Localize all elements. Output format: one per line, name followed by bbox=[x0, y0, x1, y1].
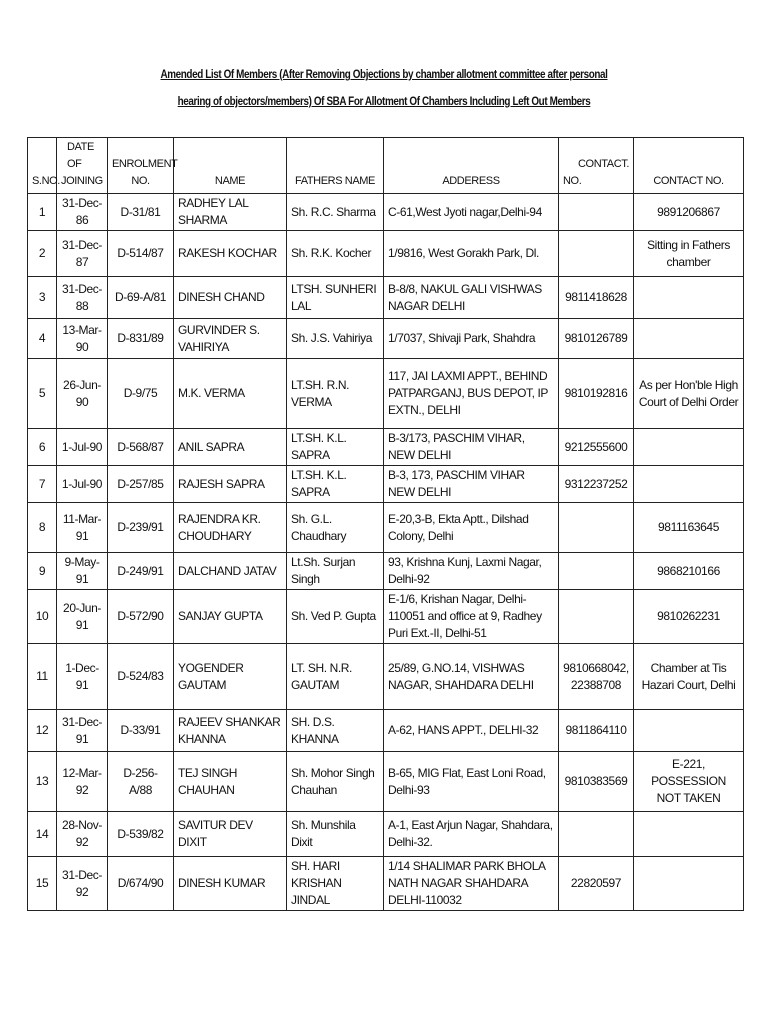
cell-sno: 10 bbox=[28, 590, 57, 644]
cell-enrolment-no: D-257/85 bbox=[108, 466, 174, 503]
cell-contact-no: 9212555600 bbox=[559, 429, 634, 466]
cell-enrolment-no: D-33/91 bbox=[108, 710, 174, 752]
cell-contact-no-2: 9868210166 bbox=[634, 553, 744, 590]
cell-address: B-8/8, NAKUL GALI VISHWAS NAGAR DELHI bbox=[384, 277, 559, 319]
cell-name: TEJ SINGH CHAUHAN bbox=[174, 752, 287, 812]
cell-sno: 2 bbox=[28, 231, 57, 277]
table-row bbox=[28, 857, 744, 911]
cell-address: 1/7037, Shivaji Park, Shahdra bbox=[384, 319, 559, 359]
cell-contact-no bbox=[559, 590, 634, 644]
table-row bbox=[28, 710, 744, 752]
cell-enrolment-no: D-514/87 bbox=[108, 231, 174, 277]
cell-date-of-joining: 1-Dec-91 bbox=[57, 644, 108, 710]
cell-enrolment-no: D-239/91 bbox=[108, 503, 174, 553]
cell-name: GURVINDER S. VAHIRIYA bbox=[174, 319, 287, 359]
header-enrolment-no: ENROLMENT NO. bbox=[108, 138, 174, 194]
table-row bbox=[28, 277, 744, 319]
cell-date-of-joining: 13-Mar-90 bbox=[57, 319, 108, 359]
cell-fathers-name: Sh. Munshila Dixit bbox=[287, 812, 384, 857]
cell-sno: 12 bbox=[28, 710, 57, 752]
cell-date-of-joining: 12-Mar-92 bbox=[57, 752, 108, 812]
cell-contact-no bbox=[559, 194, 634, 231]
cell-name: DINESH KUMAR bbox=[174, 857, 287, 911]
header-row bbox=[28, 138, 744, 194]
cell-sno: 3 bbox=[28, 277, 57, 319]
cell-fathers-name: LT.SH. K.L. SAPRA bbox=[287, 429, 384, 466]
cell-address: E-1/6, Krishan Nagar, Delhi-110051 and office at 9, Radhey Puri Ext.-II, Delhi-51 bbox=[384, 590, 559, 644]
cell-address: 25/89, G.NO.14, VISHWAS NAGAR, SHAHDARA DELHI bbox=[384, 644, 559, 710]
cell-sno: 4 bbox=[28, 319, 57, 359]
cell-name: RAJENDRA KR. CHOUDHARY bbox=[174, 503, 287, 553]
cell-contact-no-2 bbox=[634, 429, 744, 466]
cell-fathers-name: LT.SH. R.N. VERMA bbox=[287, 359, 384, 429]
cell-enrolment-no: D-539/82 bbox=[108, 812, 174, 857]
cell-sno: 8 bbox=[28, 503, 57, 553]
cell-date-of-joining: 9-May-91 bbox=[57, 553, 108, 590]
cell-contact-no: 9810192816 bbox=[559, 359, 634, 429]
cell-fathers-name: Sh. R.C. Sharma bbox=[287, 194, 384, 231]
cell-name: RAKESH KOCHAR bbox=[174, 231, 287, 277]
header-name: NAME bbox=[174, 138, 287, 194]
cell-date-of-joining: 11-Mar-91 bbox=[57, 503, 108, 553]
header-date-of-joining: DATE OF JOINING bbox=[57, 138, 108, 194]
cell-enrolment-no: D-568/87 bbox=[108, 429, 174, 466]
cell-fathers-name: SH. HARI KRISHAN JINDAL bbox=[287, 857, 384, 911]
cell-contact-no bbox=[559, 553, 634, 590]
header-address: ADDERESS bbox=[384, 138, 559, 194]
table-row bbox=[28, 231, 744, 277]
cell-sno: 15 bbox=[28, 857, 57, 911]
cell-name: SAVITUR DEV DIXIT bbox=[174, 812, 287, 857]
cell-name: DINESH CHAND bbox=[174, 277, 287, 319]
cell-name: DALCHAND JATAV bbox=[174, 553, 287, 590]
title-line-1: Amended List Of Members (After Removing Objections by chamber allotment committee after personal bbox=[160, 69, 608, 81]
cell-fathers-name: Lt.Sh. Surjan Singh bbox=[287, 553, 384, 590]
cell-contact-no-2 bbox=[634, 466, 744, 503]
cell-sno: 14 bbox=[28, 812, 57, 857]
cell-enrolment-no: D-256-A/88 bbox=[108, 752, 174, 812]
cell-contact-no bbox=[559, 231, 634, 277]
cell-fathers-name: Sh. J.S. Vahiriya bbox=[287, 319, 384, 359]
cell-date-of-joining: 31-Dec-87 bbox=[57, 231, 108, 277]
cell-name: RAJEEV SHANKAR KHANNA bbox=[174, 710, 287, 752]
cell-sno: 7 bbox=[28, 466, 57, 503]
cell-date-of-joining: 31-Dec-92 bbox=[57, 857, 108, 911]
cell-contact-no-2: E-221, POSSESSION NOT TAKEN bbox=[634, 752, 744, 812]
cell-enrolment-no: D-831/89 bbox=[108, 319, 174, 359]
cell-address: A-1, East Arjun Nagar, Shahdara, Delhi-32. bbox=[384, 812, 559, 857]
table-row bbox=[28, 194, 744, 231]
table-row bbox=[28, 503, 744, 553]
cell-contact-no-2: Chamber at Tis Hazari Court, Delhi bbox=[634, 644, 744, 710]
cell-contact-no-2: As per Hon'ble High Court of Delhi Order bbox=[634, 359, 744, 429]
cell-name: RADHEY LAL SHARMA bbox=[174, 194, 287, 231]
cell-fathers-name: Sh. G.L. Chaudhary bbox=[287, 503, 384, 553]
cell-sno: 13 bbox=[28, 752, 57, 812]
cell-contact-no-2 bbox=[634, 319, 744, 359]
header-sno: S.NO. bbox=[28, 138, 57, 194]
cell-date-of-joining: 31-Dec-91 bbox=[57, 710, 108, 752]
cell-contact-no-2: 9811163645 bbox=[634, 503, 744, 553]
cell-address: B-65, MIG Flat, East Loni Road, Delhi-93 bbox=[384, 752, 559, 812]
cell-contact-no-2 bbox=[634, 857, 744, 911]
cell-contact-no-2: 9810262231 bbox=[634, 590, 744, 644]
table-row bbox=[28, 359, 744, 429]
cell-name: YOGENDER GAUTAM bbox=[174, 644, 287, 710]
cell-address: 1/9816, West Gorakh Park, Dl. bbox=[384, 231, 559, 277]
title-line-2: hearing of objectors/members) Of SBA For Allotment Of Chambers Including Left Out Members bbox=[177, 96, 591, 108]
cell-sno: 11 bbox=[28, 644, 57, 710]
header-fathers-name: FATHERS NAME bbox=[287, 138, 384, 194]
cell-address: 93, Krishna Kunj, Laxmi Nagar, Delhi-92 bbox=[384, 553, 559, 590]
cell-date-of-joining: 1-Jul-90 bbox=[57, 429, 108, 466]
cell-contact-no-2: Sitting in Fathers chamber bbox=[634, 231, 744, 277]
cell-address: C-61,West Jyoti nagar,Delhi-94 bbox=[384, 194, 559, 231]
cell-name: SANJAY GUPTA bbox=[174, 590, 287, 644]
cell-date-of-joining: 20-Jun-91 bbox=[57, 590, 108, 644]
cell-sno: 1 bbox=[28, 194, 57, 231]
cell-contact-no: 9810668042, 22388708 bbox=[559, 644, 634, 710]
cell-date-of-joining: 1-Jul-90 bbox=[57, 466, 108, 503]
cell-contact-no: 22820597 bbox=[559, 857, 634, 911]
table-row bbox=[28, 644, 744, 710]
table-row bbox=[28, 319, 744, 359]
cell-contact-no-2 bbox=[634, 812, 744, 857]
cell-enrolment-no: D-249/91 bbox=[108, 553, 174, 590]
cell-contact-no: 9312237252 bbox=[559, 466, 634, 503]
cell-fathers-name: Sh. Ved P. Gupta bbox=[287, 590, 384, 644]
members-table bbox=[27, 137, 744, 911]
cell-enrolment-no: D-9/75 bbox=[108, 359, 174, 429]
header-contact-no-2: CONTACT NO. bbox=[634, 138, 744, 194]
document-title bbox=[54, 62, 714, 116]
cell-date-of-joining: 28-Nov-92 bbox=[57, 812, 108, 857]
cell-name: ANIL SAPRA bbox=[174, 429, 287, 466]
header-contact-no: CONTACT. NO. bbox=[559, 138, 634, 194]
table-row bbox=[28, 752, 744, 812]
cell-fathers-name: LTSH. SUNHERI LAL bbox=[287, 277, 384, 319]
cell-fathers-name: Sh. Mohor Singh Chauhan bbox=[287, 752, 384, 812]
cell-date-of-joining: 31-Dec-86 bbox=[57, 194, 108, 231]
cell-enrolment-no: D-69-A/81 bbox=[108, 277, 174, 319]
cell-fathers-name: SH. D.S. KHANNA bbox=[287, 710, 384, 752]
cell-date-of-joining: 31-Dec-88 bbox=[57, 277, 108, 319]
cell-address: 1/14 SHALIMAR PARK BHOLA NATH NAGAR SHAHDARA DELHI-110032 bbox=[384, 857, 559, 911]
cell-contact-no: 9810383569 bbox=[559, 752, 634, 812]
cell-fathers-name: Sh. R.K. Kocher bbox=[287, 231, 384, 277]
cell-contact-no-2: 9891206867 bbox=[634, 194, 744, 231]
cell-contact-no bbox=[559, 503, 634, 553]
table-row bbox=[28, 590, 744, 644]
cell-sno: 9 bbox=[28, 553, 57, 590]
cell-contact-no: 9810126789 bbox=[559, 319, 634, 359]
cell-contact-no bbox=[559, 812, 634, 857]
cell-enrolment-no: D/674/90 bbox=[108, 857, 174, 911]
cell-address: E-20,3-B, Ekta Aptt., Dilshad Colony, Delhi bbox=[384, 503, 559, 553]
cell-fathers-name: LT. SH. N.R. GAUTAM bbox=[287, 644, 384, 710]
cell-address: B-3, 173, PASCHIM VIHAR NEW DELHI bbox=[384, 466, 559, 503]
cell-contact-no: 9811864110 bbox=[559, 710, 634, 752]
cell-enrolment-no: D-524/83 bbox=[108, 644, 174, 710]
cell-address: 117, JAI LAXMI APPT., BEHIND PATPARGANJ, BUS DEPOT, IP EXTN., DELHI bbox=[384, 359, 559, 429]
cell-name: RAJESH SAPRA bbox=[174, 466, 287, 503]
cell-date-of-joining: 26-Jun-90 bbox=[57, 359, 108, 429]
cell-address: B-3/173, PASCHIM VIHAR, NEW DELHI bbox=[384, 429, 559, 466]
table-row bbox=[28, 466, 744, 503]
cell-address: A-62, HANS APPT., DELHI-32 bbox=[384, 710, 559, 752]
cell-fathers-name: LT.SH. K.L. SAPRA bbox=[287, 466, 384, 503]
table-row bbox=[28, 553, 744, 590]
cell-name: M.K. VERMA bbox=[174, 359, 287, 429]
cell-contact-no-2 bbox=[634, 710, 744, 752]
table-row bbox=[28, 429, 744, 466]
table-row bbox=[28, 812, 744, 857]
cell-contact-no-2 bbox=[634, 277, 744, 319]
cell-sno: 6 bbox=[28, 429, 57, 466]
cell-contact-no: 9811418628 bbox=[559, 277, 634, 319]
cell-enrolment-no: D-31/81 bbox=[108, 194, 174, 231]
cell-enrolment-no: D-572/90 bbox=[108, 590, 174, 644]
cell-sno: 5 bbox=[28, 359, 57, 429]
